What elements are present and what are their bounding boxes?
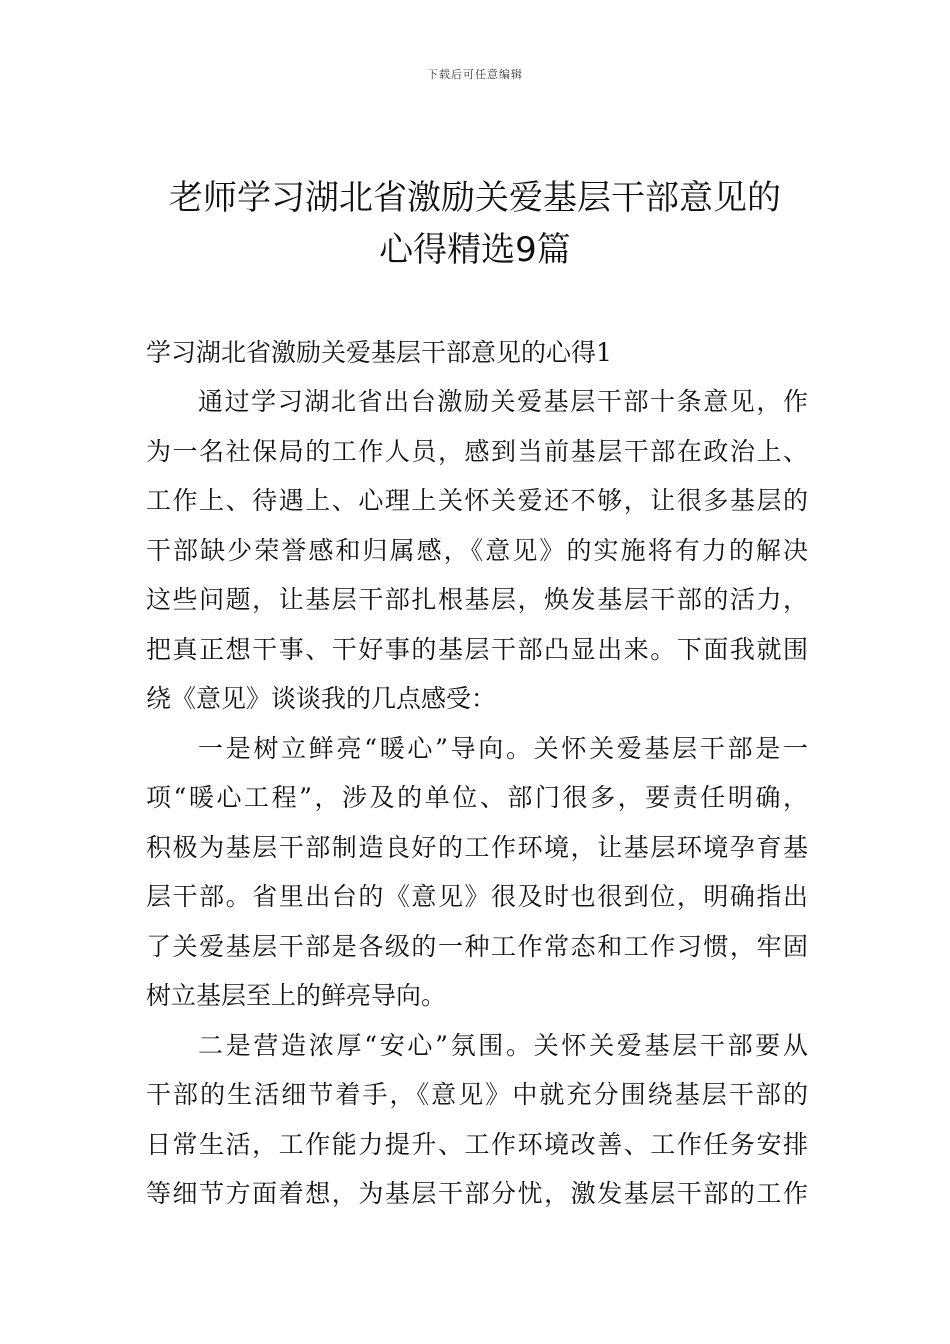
paragraph-line: 干部的生活细节着手，《意见》中就充分围绕基层干部的 (146, 1080, 808, 1109)
paragraph-line: 层干部。省里出台的《意见》很及时也很到位，明确指出 (146, 882, 808, 911)
document-body (146, 328, 808, 1219)
paragraph-line: 把真正想干事、干好事的基层干部凸显出来。下面我就围 (146, 634, 808, 664)
paragraph-line: 通过学习湖北省出台激励关爱基层干部十条意见，作 (198, 387, 808, 416)
paragraph-1 (146, 377, 808, 724)
paragraph-line: 二是营造浓厚“安心”氛围。关怀关爱基层干部要从 (198, 1030, 808, 1060)
paragraph-2 (146, 724, 808, 1021)
title-line-1: 老师学习湖北省激励关爱基层干部意见的 (169, 178, 781, 218)
paragraph-line: 项“暖心工程”，涉及的单位、部门很多，要责任明确， (146, 783, 808, 812)
paragraph-line: 了关爱基层干部是各级的一种工作常态和工作习惯，牢固 (146, 931, 808, 961)
title-line-2: 心得精选9篇 (379, 230, 571, 270)
paragraph-line: 树立基层至上的鲜亮导向。 (146, 981, 447, 1010)
paragraph-line: 日常生活，工作能力提升、工作环境改善、工作任务安排 (146, 1129, 808, 1159)
section-heading: 学习湖北省激励关爱基层干部意见的心得1 (146, 338, 612, 367)
paragraph-line: 积极为基层干部制造良好的工作环境，让基层环境孕育基 (146, 832, 808, 862)
header-note: 下载后可任意编辑 (427, 68, 523, 81)
paragraph-line: 一是树立鲜亮“暖心”导向。关怀关爱基层干部是一 (198, 733, 808, 763)
paragraph-line: 工作上、待遇上、心理上关怀关爱还不够，让很多基层的 (146, 486, 808, 515)
document-title (140, 172, 810, 276)
paragraph-3 (146, 1021, 808, 1219)
paragraph-line: 为一名社保局的工作人员，感到当前基层干部在政治上、 (146, 436, 808, 466)
paragraph-line: 等细节方面着想，为基层干部分忧，激发基层干部的工作 (146, 1179, 808, 1208)
paragraph-line: 绕《意见》谈谈我的几点感受： (146, 684, 497, 713)
paragraph-line: 干部缺少荣誉感和归属感，《意见》的实施将有力的解决 (146, 535, 808, 565)
paragraph-line: 这些问题，让基层干部扎根基层，焕发基层干部的活力， (146, 585, 808, 614)
